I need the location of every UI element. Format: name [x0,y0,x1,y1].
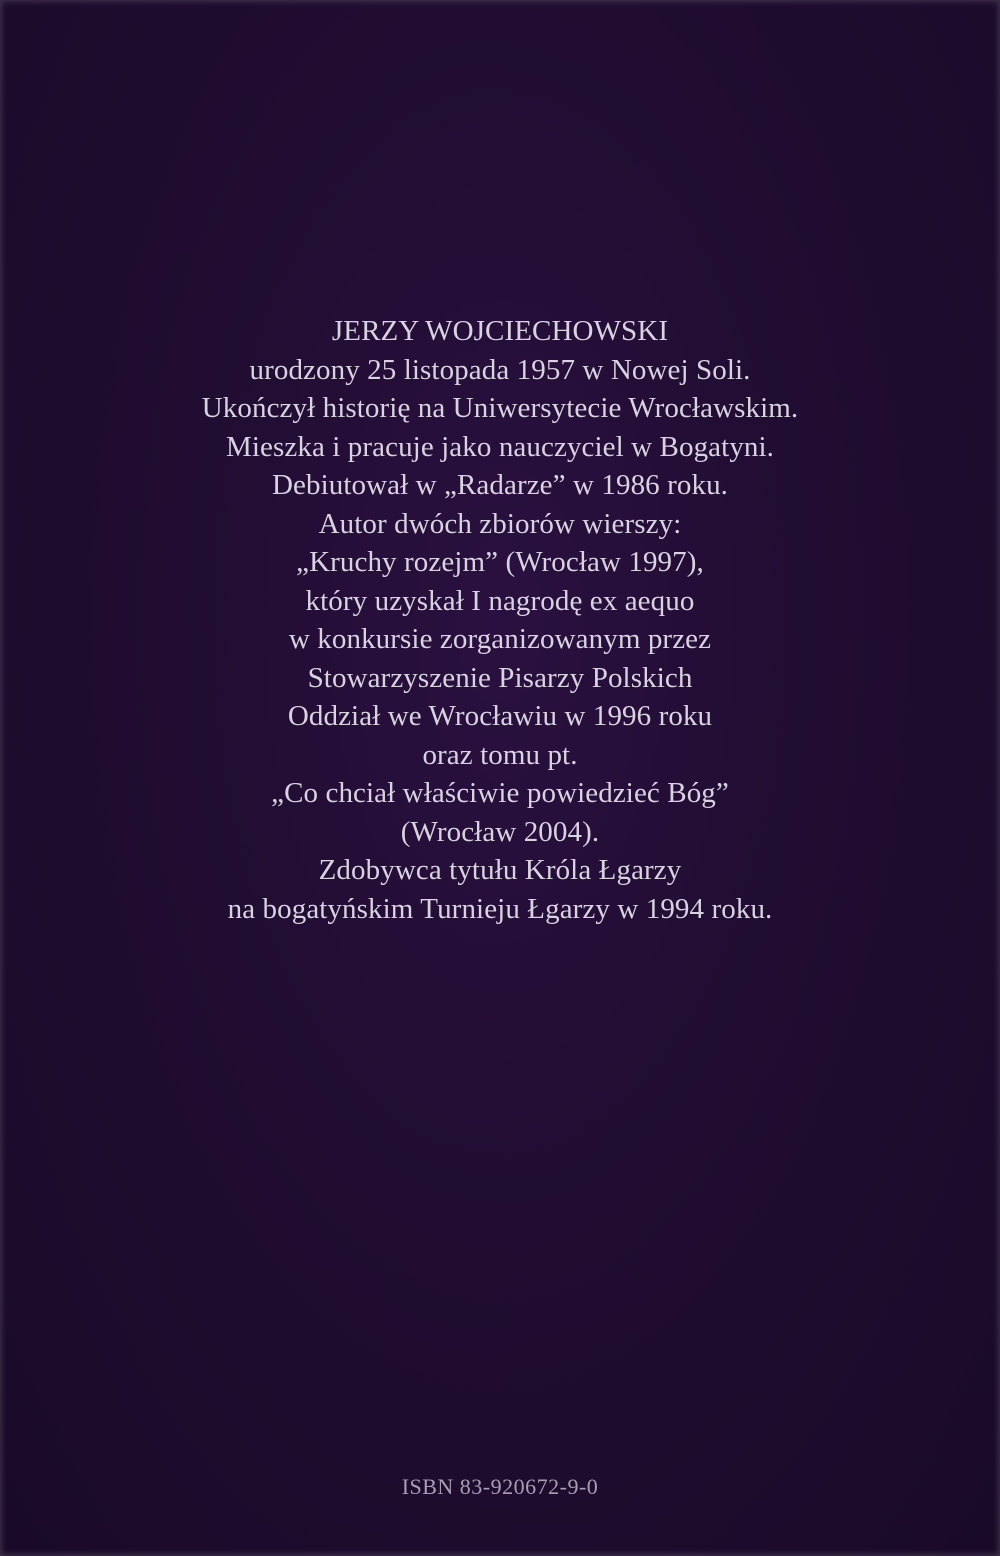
bio-line: Ukończył historię na Uniwersytecie Wrocławskim. [201,392,799,424]
bio-line: w konkursie zorganizowanym przez [288,623,712,655]
bio-line: Zdobywca tytułu Króla Łgarzy [318,854,682,886]
bio-line: na bogatyńskim Turnieju Łgarzy w 1994 roku. [227,892,773,925]
bio-line: Mieszka i pracuje jako nauczyciel w Bogatyni. [225,430,775,463]
author-name: JERZY WOJCIECHOWSKI [331,315,669,347]
bio-line: Debiutował w „Radarze” w 1986 roku. [271,469,729,501]
bio-line: urodzony 25 listopada 1957 w Nowej Soli. [249,353,751,386]
author-bio [0,312,1000,928]
bio-line: „Kruchy rozejm” (Wrocław 1997), [296,546,704,578]
isbn-number: ISBN 83-920672-9-0 [401,1474,599,1499]
bio-line: który uzyskał I nagrodę ex aequo [305,584,695,617]
bio-line: Oddział we Wrocławiu w 1996 roku [287,700,713,732]
bio-line: „Co chciał właściwie powiedzieć Bóg” [271,777,729,809]
bio-line: Autor dwóch zbiorów wierszy: [318,507,682,540]
bio-line: (Wrocław 2004). [400,815,600,848]
bio-line: oraz tomu pt. [422,738,578,771]
bio-line: Stowarzyszenie Pisarzy Polskich [307,661,693,694]
